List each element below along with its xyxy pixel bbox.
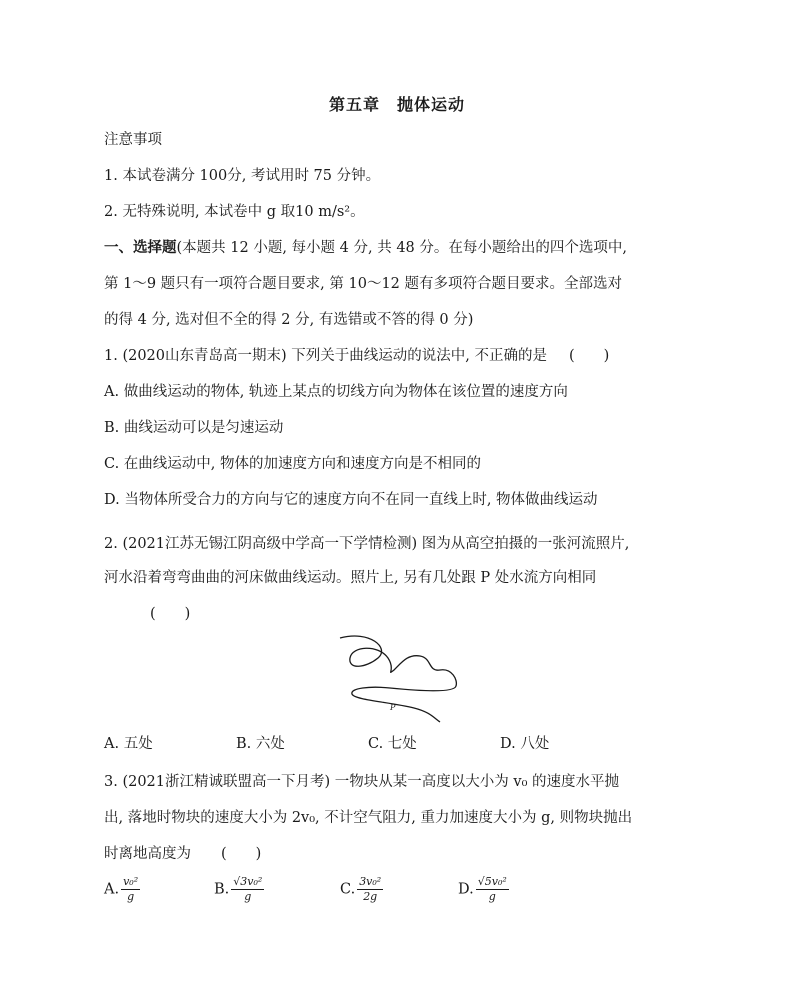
q2-answer-paren: ( )	[150, 606, 191, 622]
fraction: $\frac{\text{3v₀²}}{2g}$	[359, 875, 382, 903]
section-desc-line-1: (本题共 12 小题, 每小题 4 分, 共 48 分。在每小题给出的四个选项中,	[176, 240, 627, 256]
q1-option-c: C. 在曲线运动中, 物体的加速度方向和速度方向是不相同的	[104, 456, 482, 472]
river-figure	[330, 628, 470, 724]
point-p-label: P	[390, 703, 396, 712]
q1-option-b: B. 曲线运动可以是匀速运动	[104, 420, 284, 436]
q2-option-a: A. 五处	[104, 736, 153, 752]
section-heading-line	[104, 238, 627, 258]
fraction: $\frac{\text{√3v₀²}}{g}$	[233, 875, 263, 903]
section-desc-line-2: 第 1～9 题只有一项符合题目要求, 第 10～12 题有多项符合题目要求。全部选对	[104, 276, 623, 292]
notice-item-1: 1. 本试卷满分 100分, 考试用时 75 分钟。	[104, 168, 381, 184]
fraction: $\frac{\text{√5v₀²}}{g}$	[477, 875, 507, 903]
q3-option-d: D. $\frac{\text{√5v₀²}}{g}$	[458, 875, 507, 903]
q2-stem-line-2: 河水沿着弯弯曲曲的河床做曲线运动。照片上, 另有几处跟 P 处水流方向相同	[104, 570, 597, 586]
q3-option-b: B. $\frac{\text{√3v₀²}}{g}$	[214, 875, 263, 903]
q3-stem-end: 时离地高度为	[104, 846, 191, 862]
q1-option-a: A. 做曲线运动的物体, 轨迹上某点的切线方向为物体在该位置的速度方向	[104, 384, 568, 400]
notice-heading: 注意事项	[104, 132, 162, 148]
q3-answer-paren: ( )	[221, 846, 262, 862]
q3-option-a: A. $\frac{\text{v₀²}}{g}$	[104, 875, 139, 903]
q1-stem: 1. (2020山东青岛高一期末) 下列关于曲线运动的说法中, 不正确的是	[104, 348, 547, 364]
q3-option-c: C. $\frac{\text{3v₀²}}{2g}$	[340, 875, 382, 903]
notice-item-2: 2. 无特殊说明, 本试卷中 g 取10 m/s²。	[104, 204, 365, 220]
page-title: 第五章 抛体运动	[328, 95, 465, 114]
section-desc-line-3: 的得 4 分, 选对但不全的得 2 分, 有选错或不答的得 0 分)	[104, 312, 474, 328]
river-curve	[340, 636, 456, 722]
section-heading: 一、选择题	[104, 239, 177, 256]
q2-option-c: C. 七处	[368, 736, 417, 752]
q2-option-d: D. 八处	[500, 736, 550, 752]
q1-stem-line	[104, 346, 609, 366]
fraction: $\frac{\text{v₀²}}{g}$	[123, 875, 139, 903]
q1-option-d: D. 当物体所受合力的方向与它的速度方向不在同一直线上时, 物体做曲线运动	[104, 492, 598, 508]
q2-stem-line-1: 2. (2021江苏无锡江阴高级中学高一下学情检测) 图为从高空拍摄的一张河流照片,	[104, 536, 630, 552]
q3-stem-line-3	[104, 844, 261, 864]
q3-stem-line-1: 3. (2021浙江精诚联盟高一下月考) 一物块从某一高度以大小为 v₀ 的速度水平抛	[104, 774, 619, 790]
q3-stem-line-2: 出, 落地时物块的速度大小为 2v₀, 不计空气阻力, 重力加速度大小为 g, 则物块抛出	[104, 810, 633, 826]
q1-answer-paren: ( )	[568, 348, 610, 364]
q2-option-b: B. 六处	[236, 736, 285, 752]
